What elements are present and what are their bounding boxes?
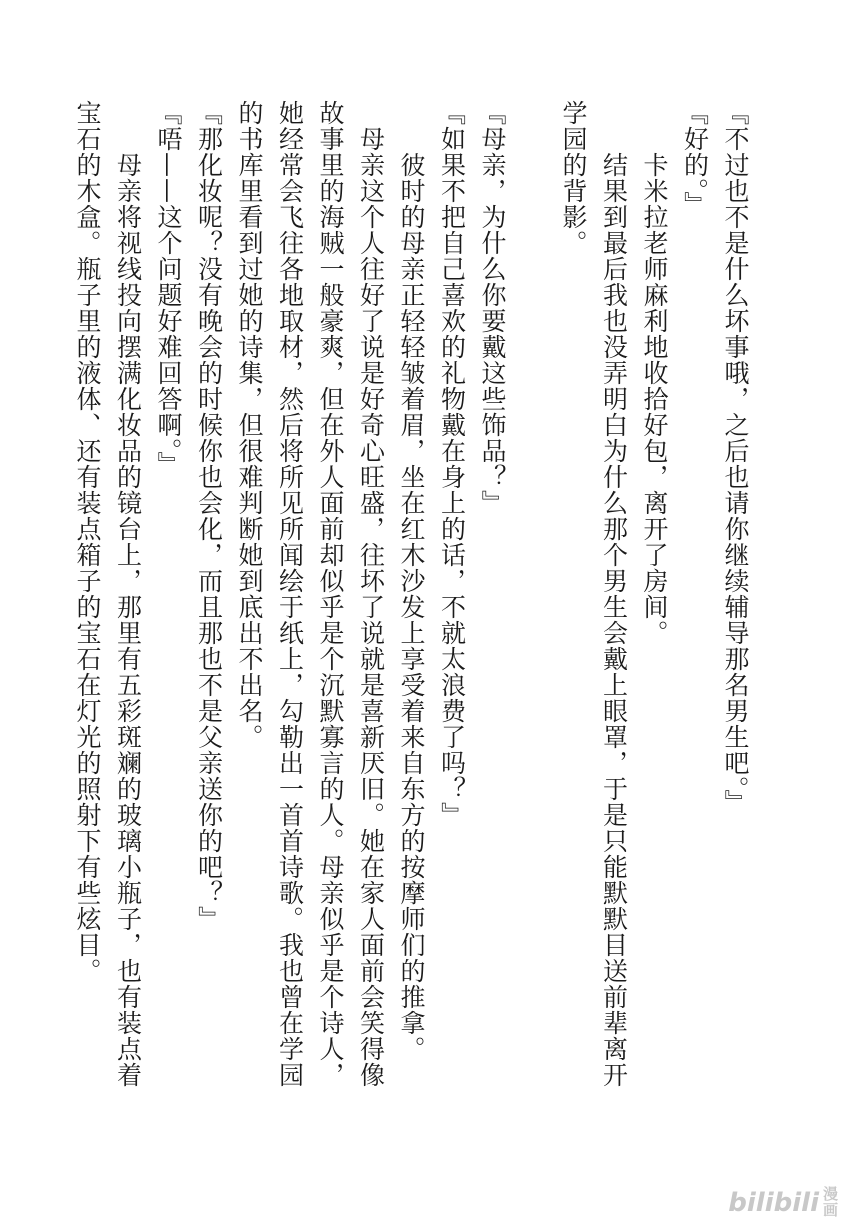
paragraph: 结果到最后我也没弄明白为什么那个男生会戴上眼罩，于是只能默默目送前辈离开学园的背影。 — [559, 100, 629, 1088]
paragraph-spacer — [512, 100, 553, 1100]
paragraph: 『不过也不是什么坏事哦，之后也请你继续辅导那名男生吧。』 — [721, 100, 750, 816]
paragraph: 『母亲，为什么你要戴这些饰品？』 — [478, 100, 507, 516]
paragraph: 『如果不把自己喜欢的礼物戴在身上的话，不就太浪费了吗？』 — [437, 100, 467, 828]
paragraph: 卡米拉老师麻利地收拾好包，离开了房间。 — [640, 100, 669, 646]
paragraph: 『唔——这个问题好难回答啊。』 — [154, 100, 183, 478]
paragraph: 母亲将视线投向摆满化妆品的镜台上，那里有五彩斑斓的玻璃小瓶子，也有装点着宝石的木盒。瓶子里的液体、还有装点箱子的宝石在灯光的照射下有些炫目。 — [73, 100, 143, 1088]
vertical-text-block — [67, 100, 756, 1100]
paragraph: 母亲这个人往好了说是好奇心旺盛，往坏了说就是喜新厌旧。她在家人面前会笑得像故事里的海贼一般豪爽，但在外人面前却似乎是个沉默寡言的人。母亲似乎是个诗人，她经常会飞往各地取材，然后将所见所闻绘于纸上，勾勒出一首首诗歌。我也曾在学园的书库里看到过她的诗集，但很难判断她到底出不出名。 — [235, 100, 386, 1088]
watermark-cjk — [823, 1186, 838, 1218]
bilibili-manga-watermark — [728, 1186, 838, 1218]
paragraph: 彼时的母亲正轻轻皱着眉，坐在红木沙发上享受着来自东方的按摩师们的推拿。 — [397, 100, 426, 1062]
watermark-cjk-char: 画 — [822, 1201, 838, 1219]
watermark-cjk-char: 漫 — [822, 1185, 838, 1203]
watermark-brand: bilibili — [728, 1188, 819, 1218]
paragraph: 『那化妆呢？没有晚会的时候你也会化，而且那也不是父亲送你的吧？』 — [194, 100, 224, 932]
paragraph: 『好的。』 — [680, 100, 710, 218]
